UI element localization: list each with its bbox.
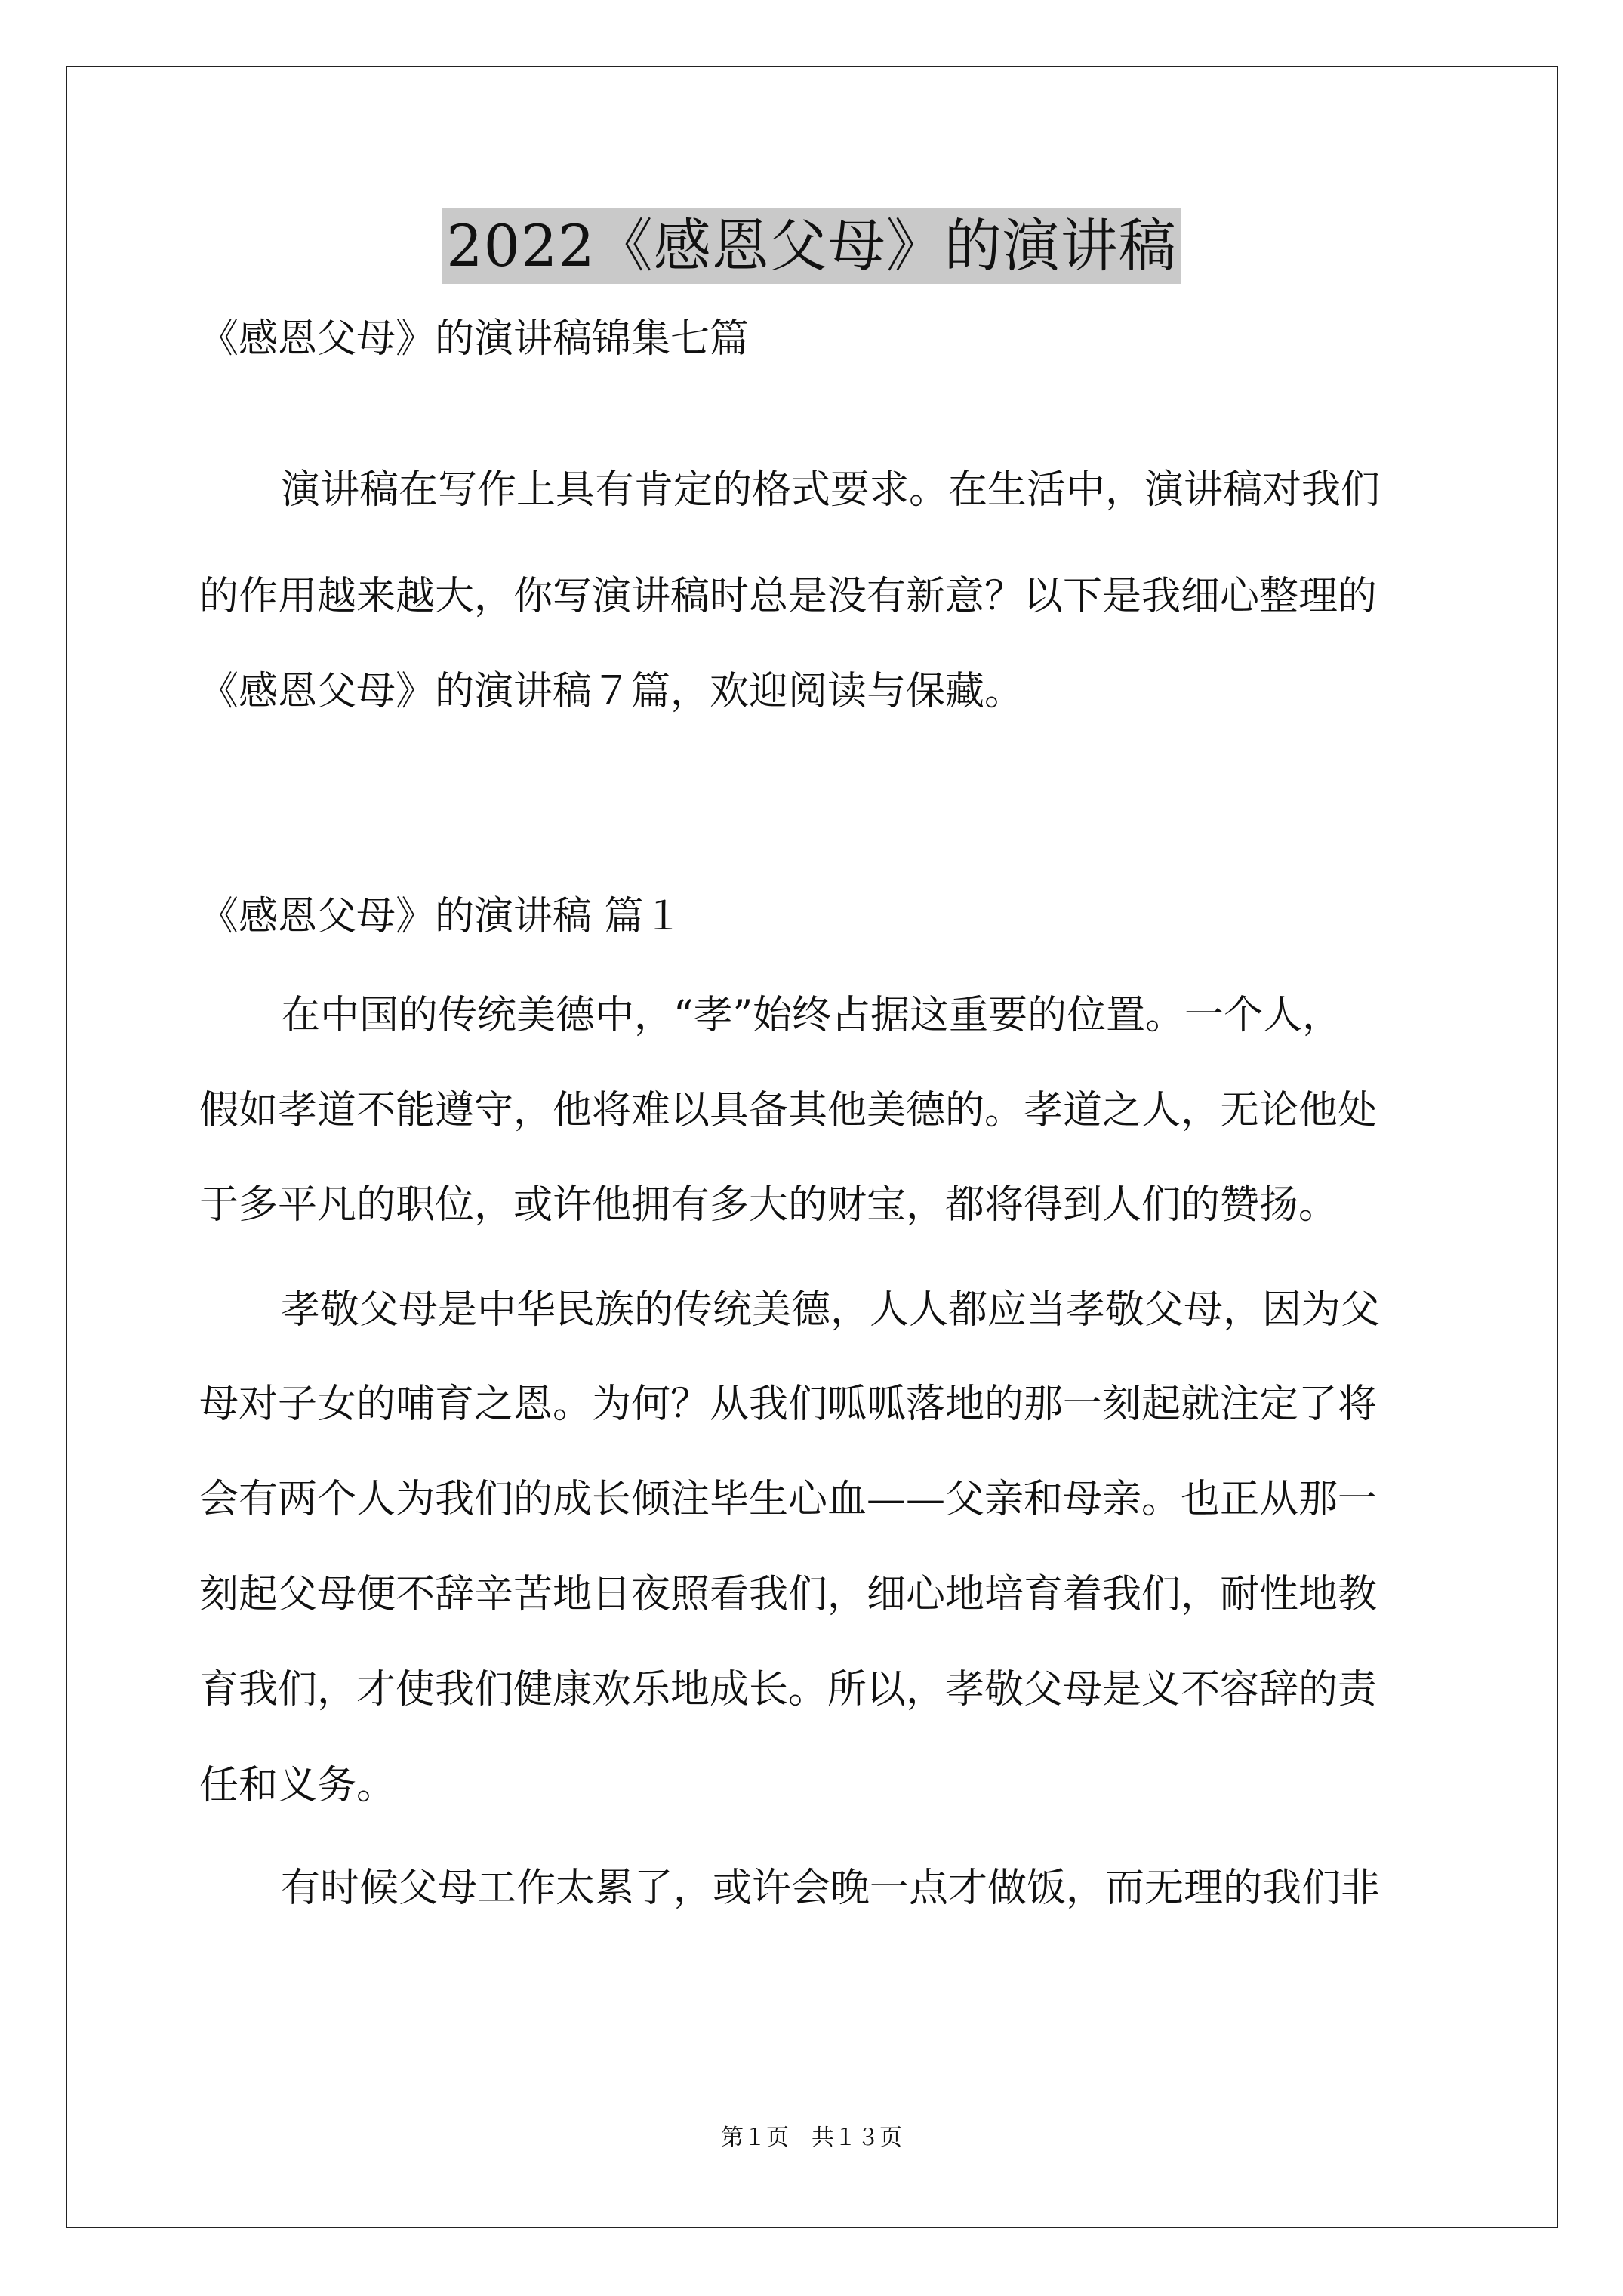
title-wrap	[0, 208, 1623, 284]
section-heading: 《感恩父母》的演讲稿 篇１	[199, 894, 683, 939]
page-footer: 第１页 共１３页	[721, 2125, 902, 2151]
paragraph2-line-1: 孝敬父母是中华民族的传统美德，人人都应当孝敬父母，因为父	[281, 1287, 1381, 1333]
paragraph3-line-1: 有时候父母工作太累了，或许会晚一点才做饭，而无理的我们非	[281, 1866, 1381, 1911]
paragraph1-line-1: 在中国的传统美德中，“孝”始终占据这重要的位置。一个人，	[281, 993, 1342, 1038]
paragraph2-line-4: 刻起父母便不辞辛苦地日夜照看我们，细心地培育着我们，耐性地教	[199, 1572, 1378, 1617]
paragraph2-line-6: 任和义务。	[199, 1763, 396, 1808]
intro-line-3: 《感恩父母》的演讲稿７篇，欢迎阅读与保藏。	[199, 669, 1024, 714]
paragraph2-line-3: 会有两个人为我们的成长倾注毕生心血——父亲和母亲。也正从那一	[199, 1477, 1378, 1522]
paragraph1-line-3: 于多平凡的职位，或许他拥有多大的财宝，都将得到人们的赞扬。	[199, 1182, 1338, 1228]
intro-line-1: 演讲稿在写作上具有肯定的格式要求。在生活中，演讲稿对我们	[281, 467, 1381, 513]
paragraph2-line-2: 母对子女的哺育之恩。为何？从我们呱呱落地的那一刻起就注定了将	[199, 1382, 1378, 1427]
document-subtitle: 《感恩父母》的演讲稿锦集七篇	[199, 316, 750, 362]
intro-line-2: 的作用越来越大，你写演讲稿时总是没有新意？以下是我细心整理的	[199, 574, 1378, 619]
paragraph2-line-5: 育我们，才使我们健康欢乐地成长。所以，孝敬父母是义不容辞的责	[199, 1667, 1378, 1712]
paragraph1-line-2: 假如孝道不能遵守，他将难以具备其他美德的。孝道之人，无论他处	[199, 1088, 1378, 1133]
document-title: 2022《感恩父母》的演讲稿	[442, 208, 1181, 284]
